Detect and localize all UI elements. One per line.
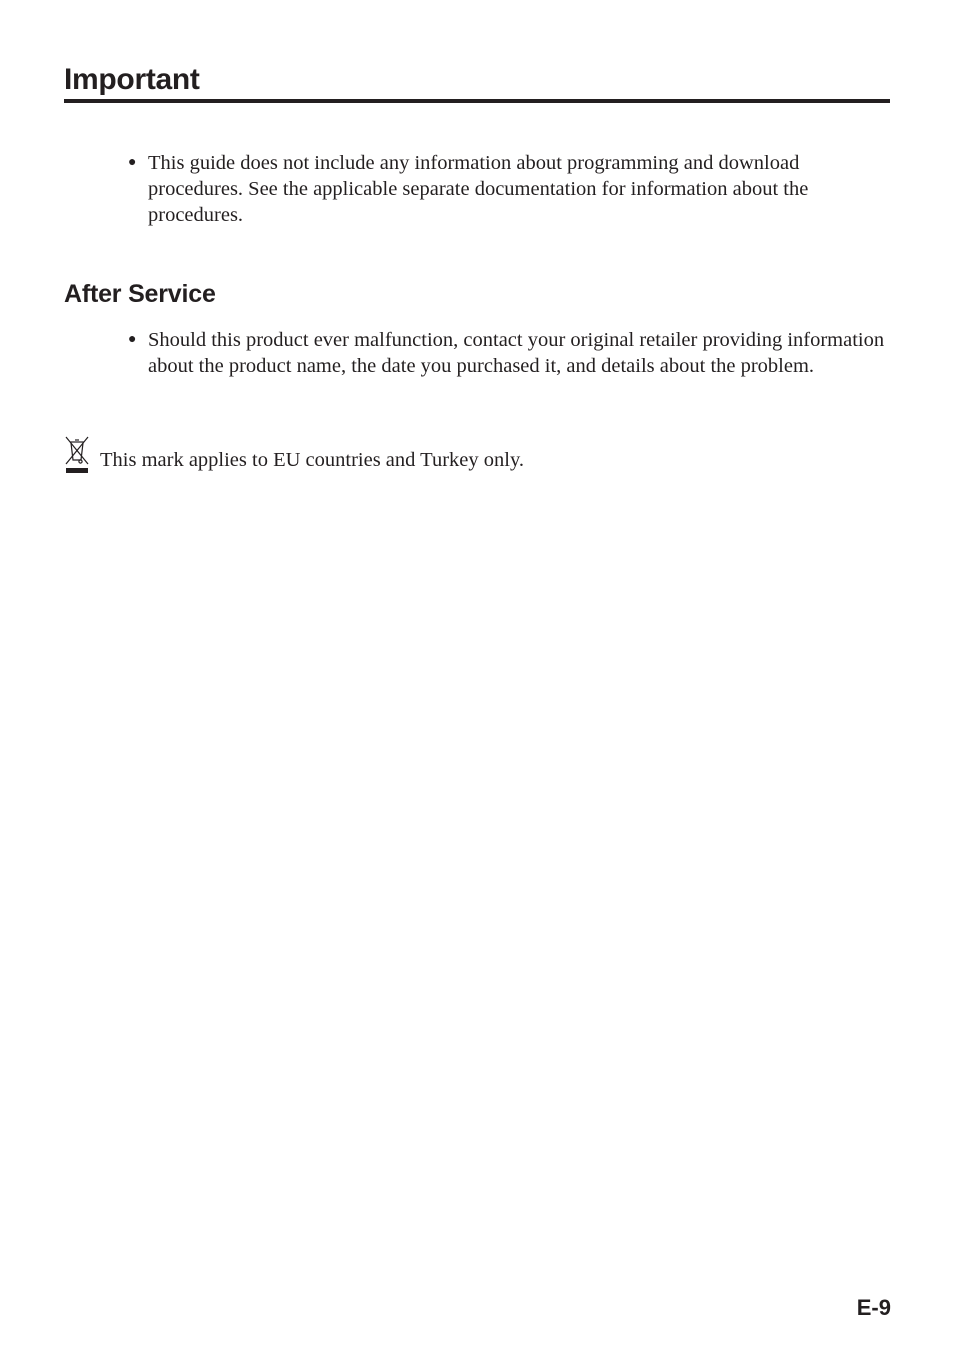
after-service-heading: After Service	[64, 280, 216, 308]
page-number: E-9	[856, 1295, 891, 1320]
intro-bullet-text: This guide does not include any information about programming and download procedures. See the applicable separate documentation for information about the procedures.	[148, 152, 809, 226]
page-title: Important	[64, 63, 200, 96]
bullet-dot-icon: ●	[128, 155, 137, 170]
after-service-bullet-text: Should this product ever malfunction, contact your original retailer providing information about the product name, the date you purchased it, and details about the problem.	[148, 329, 885, 377]
weee-notice-text: This mark applies to EU countries and Turkey only.	[100, 449, 524, 471]
title-rule	[64, 99, 890, 103]
intro-bullet-item	[128, 150, 888, 228]
bullet-dot-icon: ●	[128, 332, 137, 347]
after-service-bullet-item	[128, 327, 888, 379]
crossed-out-wheelie-bin-icon	[64, 434, 90, 476]
